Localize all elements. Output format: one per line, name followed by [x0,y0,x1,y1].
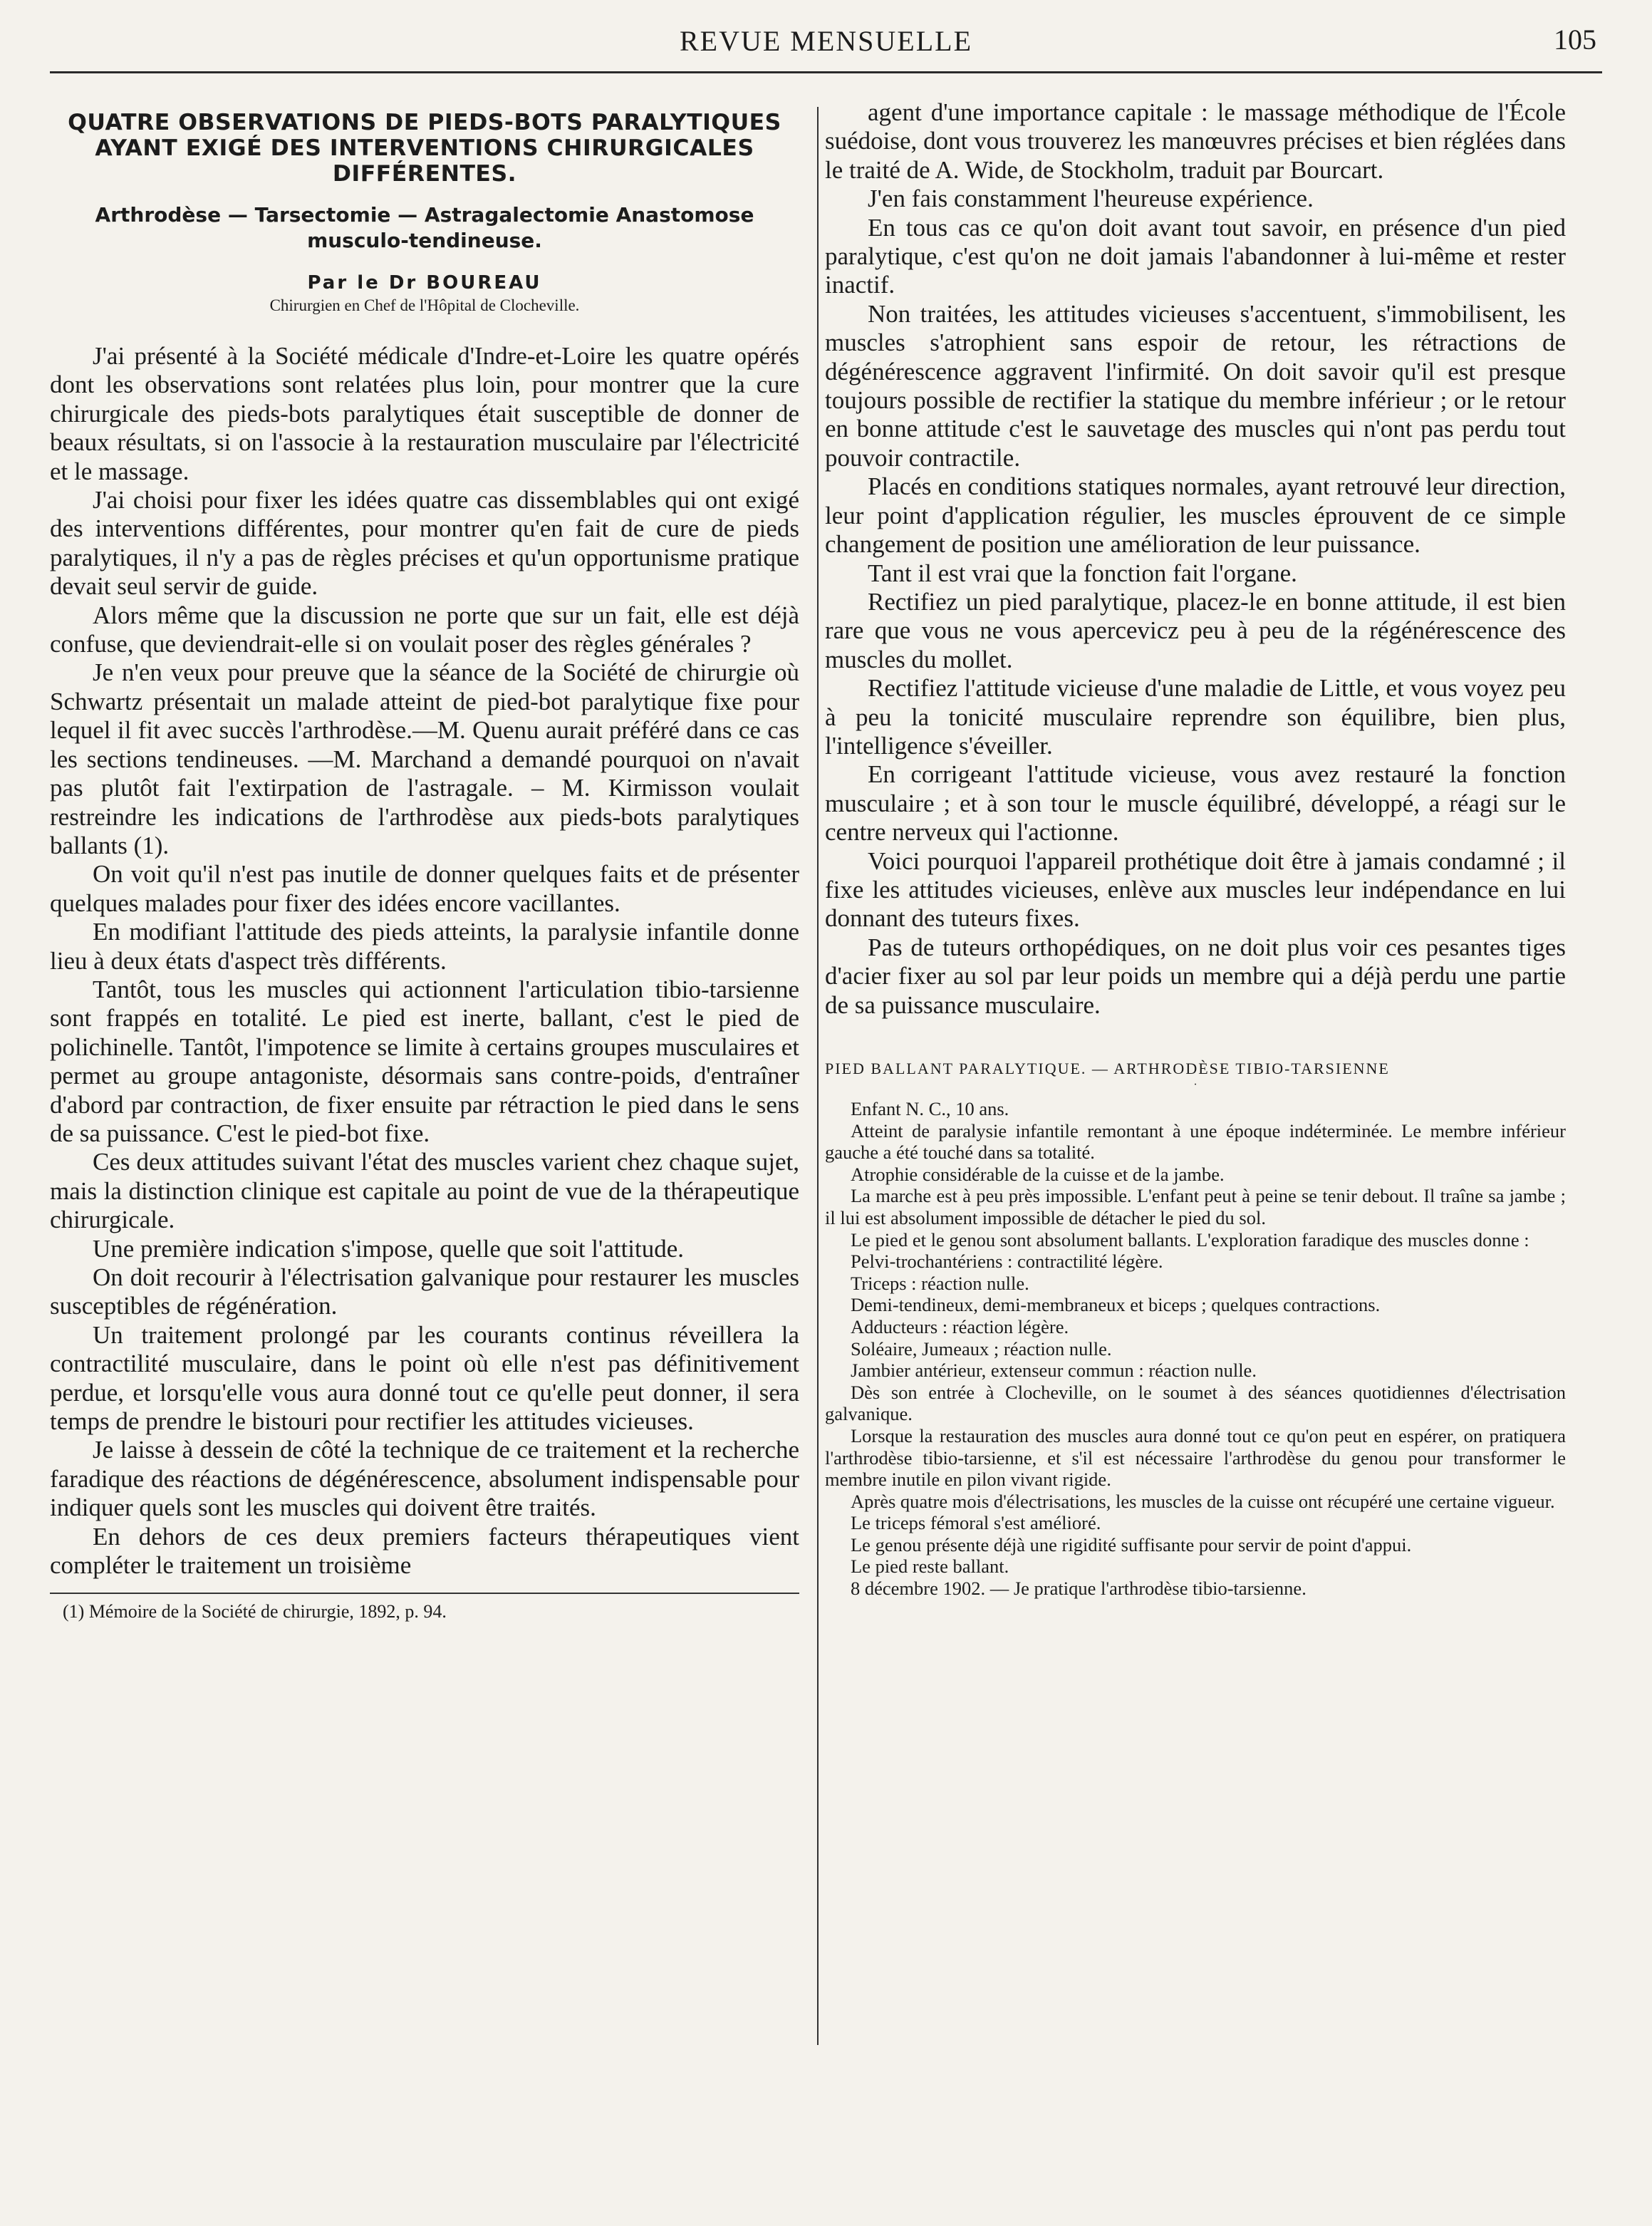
paragraph: Jambier antérieur, extenseur commun : réaction nulle. [851,1360,1257,1382]
article-byline: Par le Dr BOUREAU [307,272,542,294]
footnote: (1) Mémoire de la Société de chirurgie, 1892, p. 94. [63,1601,447,1622]
paragraph: Ces deux attitudes suivant l'état des muscles varient chez chaque sujet, mais la distinction clinique est capitale au point de vue de la thérapeutique chirurgicale. [50,1148,799,1234]
paragraph: J'ai présenté à la Société médicale d'Indre-et-Loire les quatre opérés dont les observations sont relatées plus loin, pour montrer que la cure chirurgicale des pieds-bots paralytiques était susceptible de donner de beaux résultats, si on l'associe à la restauration musculaire par l'électricité et le massage. [50,342,799,485]
right-body [825,98,1566,1020]
paragraph: Rectifiez un pied paralytique, placez-le en bonne attitude, il est bien rare que vous ne vous apercevicz peu à peu de la régénérescence des muscles du mollet. [825,587,1566,673]
paragraph: Placés en conditions statiques normales, ayant retrouvé leur direction, leur point d'application régulier, les muscles éprouvent de ce simple changement de position une amélioration de leur puissance. [825,472,1566,559]
paragraph: Non traitées, les attitudes vicieuses s'accentuent, s'immobilisent, les muscles s'atrophient sans espoir de retour, les rétractions de dégénérescence aggravent l'infirmité. On doit savoir qu'il est presque toujours possible de rectifier la statique du membre inférieur ; or le retour en bonne attitude c'est le sauvetage des muscles qui n'ont pas perdu tout pouvoir contractile. [825,299,1566,472]
paragraph: Adducteurs : réaction légère. [851,1315,1069,1337]
paragraph: Atteint de paralysie infantile remontant à une époque indéterminée. Le membre inférieur gauche a été touché dans sa totalité. [825,1119,1566,1164]
paragraph: Dès son entrée à Clocheville, on le soumet à des séances quotidiennes d'électrisation galvanique. [825,1381,1566,1425]
paragraph: Voici pourquoi l'appareil prothétique doit être à jamais condamné ; il fixe les attitudes vicieuses, enlève aux muscles leur indépendance en lui donnant des tuteurs fixes. [825,847,1566,933]
paragraph: Tantôt, tous les muscles qui actionnent l'articulation tibio-tarsienne sont frappés en totalité. Le pied est inerte, ballant, c'est le pied de polichinelle. Tantôt, l'impotence se limite à certains groupes musculaires et permet au groupe antagoniste, désormais sans contre-poids, d'entraîner d'abord par contraction, de fixer ensuite par rétraction le pied dans le sens de sa puissance. C'est le pied-bot fixe. [50,975,799,1147]
paragraph: La marche est à peu près impossible. L'enfant peut à peine se tenir debout. Il traîne sa jambe ; il lui est absolument impossible de détacher le pied du sol. [825,1185,1566,1228]
paragraph: Demi-tendineux, demi-membraneux et biceps ; quelques contractions. [851,1294,1381,1316]
paragraph: En dehors de ces deux premiers facteurs thérapeutiques vient compléter le traitement un troisième [50,1522,799,1580]
page-number: 105 [1554,24,1596,56]
paragraph: En tous cas ce qu'on doit avant tout savoir, en présence d'un pied paralytique, c'est qu'on ne doit jamais l'abandonner à lui-même et rester inactif. [825,213,1566,299]
paragraph: 8 décembre 1902. — Je pratique l'arthrodèse tibio-tarsienne. [851,1578,1306,1600]
paragraph: Rectifiez l'attitude vicieuse d'une maladie de Little, et vous voyez peu à peu la tonicité musculaire reprendre son équilibre, bien plus, l'intelligence s'éveiller. [825,674,1566,760]
paragraph: Une première indication s'impose, quelle que soit l'attitude. [93,1234,685,1263]
column-divider [817,107,819,2045]
paragraph: J'en fais constamment l'heureuse expérience. [868,185,1314,213]
paragraph: Enfant N. C., 10 ans. [851,1098,1009,1119]
paragraph: Après quatre mois d'électrisations, les muscles de la cuisse ont récupéré une certaine vigueur. [851,1490,1555,1512]
article-subtitle: Arthrodèse — Tarsectomie — Astragalectomie Anastomose musculo-tendineuse. [95,203,754,252]
paragraph: Le genou présente déjà une rigidité suffisante pour servir de point d'appui. [851,1533,1412,1555]
paragraph: Atrophie considérable de la cuisse et de la jambe. [851,1163,1225,1185]
paragraph: Lorsque la restauration des muscles aura donné tout ce qu'on peut en espérer, on pratiquera l'arthrodèse tibio-tarsienne, et s'il est nécessaire l'arthrodèse du genou pour transformer le membre inutile en pilon vivant rigide. [825,1424,1566,1491]
article-title: QUATRE OBSERVATIONS DE PIEDS-BOTS PARALYTIQUES AYANT EXIGÉ DES INTERVENTIONS CHIRURGICALES DIFFÉRENTES. [68,110,781,187]
paragraph: Je n'en veux pour preuve que la séance de la Société de chirurgie où Schwartz présentait un malade atteint de pied-bot paralytique fixe pour lequel il fit avec succès l'arthrodèse.—M. Quenu aurait préféré dans ce cas les sections tendineuses. —M. Marchand a demandé pourquoi on n'avait pas plutôt fait l'extirpation de l'astragale. – M. Kirmisson voulait restreindre les indications de l'arthrodèse aux pieds-bots paralytiques ballants (1). [50,658,799,859]
paragraph: Pelvi-trochantériens : contractilité légère. [851,1251,1163,1273]
left-column [50,98,799,1622]
paragraph: En modifiant l'attitude des pieds atteints, la paralysie infantile donne lieu à deux états d'aspect très différents. [50,918,799,975]
author-affiliation: Chirurgien en Chef de l'Hôpital de Clocheville. [269,296,580,314]
paragraph: Le pied et le genou sont absolument ballants. L'exploration faradique des muscles donne : [851,1228,1529,1251]
paragraph: En corrigeant l'attitude vicieuse, vous avez restauré la fonction musculaire ; et à son tour le muscle équilibré, développé, a réagi sur le centre nerveux qui l'actionne. [825,760,1566,847]
case-separator: · [1193,1079,1198,1091]
paragraph: On doit recourir à l'électrisation galvanique pour restaurer les muscles susceptibles de régénération. [50,1263,799,1320]
paragraph: J'ai choisi pour fixer les idées quatre cas dissemblables qui ont exigé des interventions différentes, pour montrer qu'en fait de cure de pieds paralytiques, il n'y a pas de règles précises et qu'un opportunisme pratique devait seul servir de guide. [50,486,799,601]
paragraph: On voit qu'il n'est pas inutile de donner quelques faits et de présenter quelques malades pour fixer des idées encore vacillantes. [50,860,799,917]
paragraph: Triceps : réaction nulle. [851,1272,1029,1294]
paragraph: agent d'une importance capitale : le massage méthodique de l'École suédoise, dont vous trouverez les manœuvres précises et bien réglées dans le traité de A. Wide, de Stockholm, traduit par Bourcart. [825,98,1566,184]
page-header [50,20,1602,63]
paragraph: Je laisse à dessein de côté la technique de ce traitement et la recherche faradique des réactions de dégénérescence, absolument indispensable pour indiquer quels sont les muscles qui doivent être traités. [50,1436,799,1522]
paragraph: Pas de tuteurs orthopédiques, on ne doit plus voir ces pesantes tiges d'acier fixer au sol par leur poids un membre qui a déjà perdu une partie de sa puissance musculaire. [825,933,1566,1019]
right-column [825,98,1566,1600]
paragraph: Soléaire, Jumeaux ; réaction nulle. [851,1337,1112,1360]
case-heading: PIED BALLANT PARALYTIQUE. — ARTHRODÈSE TIBIO-TARSIENNE [825,1060,1390,1077]
header-rule [50,71,1602,73]
paragraph: Le triceps fémoral s'est amélioré. [851,1512,1101,1534]
paragraph: Tant il est vrai que la fonction fait l'organe. [868,559,1297,587]
footnote-rule [50,1593,799,1594]
running-title: REVUE MENSUELLE [679,25,973,57]
left-body [50,342,799,1580]
paragraph: Le pied reste ballant. [851,1555,1009,1578]
paragraph: Alors même que la discussion ne porte que sur un fait, elle est déjà confuse, que deviendrait-elle si on voulait poser des règles générales ? [50,601,799,658]
paragraph: Un traitement prolongé par les courants continus réveillera la contractilité musculaire, dans le point où elle n'est pas définitivement perdue, et lorsqu'elle vous aura donné tout ce qu'elle peut donner, il sera temps de prendre le bistouri pour rectifier les attitudes vicieuses. [50,1320,799,1436]
case-body [825,1098,1566,1600]
